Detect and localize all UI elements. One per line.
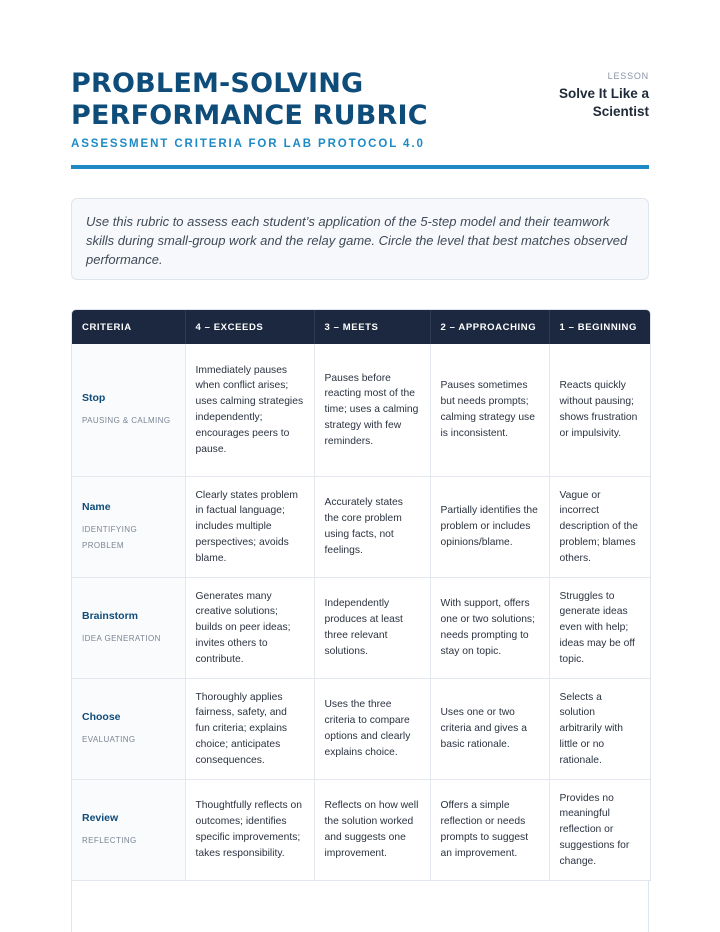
level-4-cell[interactable]: Generates many creative solutions; builds on peer ideas; invites others to contribute. [185, 578, 314, 679]
lesson-name: Solve It Like a Scientist [558, 86, 649, 119]
title-line-2: PERFORMANCE RUBRIC [71, 100, 428, 131]
rubric-table-container [71, 309, 651, 881]
header-exceeds: 4 – EXCEEDS [185, 310, 314, 344]
criterion-subtitle: IDENTIFYING PROBLEM [82, 525, 138, 550]
level-2-cell[interactable]: Partially identifies the problem or includes opinions/blame. [430, 477, 549, 578]
title-line-1: PROBLEM-SOLVING [71, 68, 364, 99]
criterion-cell [72, 780, 185, 881]
criterion-cell [72, 578, 185, 679]
level-3-cell[interactable]: Reflects on how well the solution worked and suggests one improvement. [314, 780, 430, 881]
level-4-cell[interactable]: Clearly states problem in factual language; includes multiple perspectives; avoids blame. [185, 477, 314, 578]
criterion-subtitle: REFLECTING [82, 836, 137, 845]
intro-box: Use this rubric to assess each student’s application of the 5-step model and their teamwork skills during small-group work and the relay game. Circle the level that best matches observed performance. [71, 198, 649, 280]
level-2-cell[interactable]: Pauses sometimes but needs prompts; calming strategy use is inconsistent. [430, 344, 549, 477]
header-meets: 3 – MEETS [314, 310, 430, 344]
criterion-subtitle: PAUSING & CALMING [82, 416, 171, 425]
criterion-subtitle: IDEA GENERATION [82, 634, 161, 643]
criterion-cell [72, 344, 185, 477]
level-1-cell[interactable]: Struggles to generate ideas even with help; ideas may be off topic. [549, 578, 650, 679]
criterion-name: Brainstorm [82, 610, 139, 623]
rubric-page [71, 0, 649, 867]
level-3-cell[interactable]: Uses the three criteria to compare options and clearly explains choice. [314, 679, 430, 780]
criterion-name: Choose [82, 711, 121, 724]
table-row [72, 780, 650, 881]
criterion-subtitle: EVALUATING [82, 735, 136, 744]
rubric-table [72, 310, 650, 881]
level-1-cell[interactable]: Reacts quickly without pausing; shows frustration or impulsivity. [549, 344, 650, 477]
level-1-cell[interactable]: Vague or incorrect description of the problem; blames others. [549, 477, 650, 578]
level-2-cell[interactable]: With support, offers one or two solutions; needs prompting to stay on topic. [430, 578, 549, 679]
header-approaching: 2 – APPROACHING [430, 310, 549, 344]
level-3-cell[interactable]: Accurately states the core problem using facts, not feelings. [314, 477, 430, 578]
level-4-cell[interactable]: Immediately pauses when conflict arises; uses calming strategies independently; encourages peers to pause. [185, 344, 314, 477]
criterion-cell [72, 679, 185, 780]
header-criteria: CRITERIA [72, 310, 185, 344]
level-3-cell[interactable]: Pauses before reacting most of the time; uses a calming strategy with few reminders. [314, 344, 430, 477]
criterion-cell [72, 477, 185, 578]
page-title [71, 68, 491, 132]
page-header [71, 0, 649, 170]
criterion-name: Stop [82, 392, 106, 405]
level-1-cell[interactable]: Provides no meaningful reflection or suggestions for change. [549, 780, 650, 881]
table-row [72, 578, 650, 679]
header-divider [71, 165, 649, 169]
table-continuation [71, 880, 649, 932]
table-row [72, 477, 650, 578]
level-1-cell[interactable]: Selects a solution arbitrarily with little or no rationale. [549, 679, 650, 780]
table-header-row [72, 310, 650, 344]
lesson-label: LESSON [607, 71, 649, 81]
level-3-cell[interactable]: Independently produces at least three relevant solutions. [314, 578, 430, 679]
level-4-cell[interactable]: Thoughtfully reflects on outcomes; identifies specific improvements; takes responsibility. [185, 780, 314, 881]
level-4-cell[interactable]: Thoroughly applies fairness, safety, and fun criteria; explains choice; anticipates consequences. [185, 679, 314, 780]
table-row [72, 344, 650, 477]
criterion-name: Name [82, 501, 111, 514]
level-2-cell[interactable]: Uses one or two criteria and gives a basic rationale. [430, 679, 549, 780]
lesson-info [499, 71, 649, 121]
page-subtitle: ASSESSMENT CRITERIA FOR LAB PROTOCOL 4.0 [71, 138, 425, 150]
criterion-name: Review [82, 812, 119, 825]
level-2-cell[interactable]: Offers a simple reflection or needs prompts to suggest an improvement. [430, 780, 549, 881]
header-beginning: 1 – BEGINNING [549, 310, 650, 344]
table-row [72, 679, 650, 780]
